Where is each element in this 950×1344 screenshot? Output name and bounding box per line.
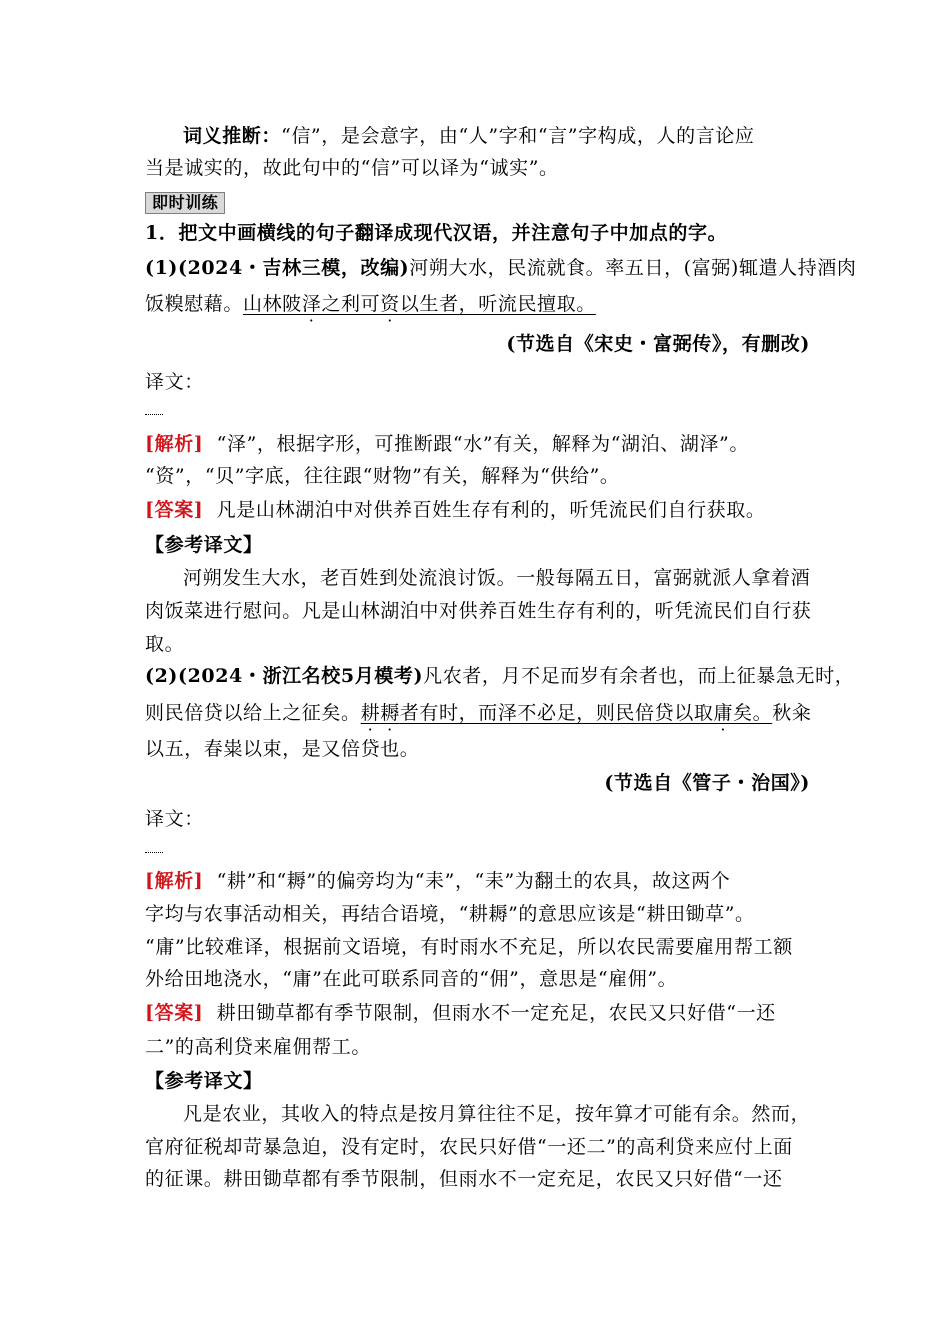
answer-blank-line-2[interactable] (145, 852, 163, 853)
analysis-1-line-1 (145, 432, 810, 456)
answer-tag: [答案] (145, 499, 204, 521)
source-citation-2: (节选自《管子・治国》) (604, 772, 810, 794)
analysis-text: “耕”和“耨”的偏旁均为“耒”，“耒”为翻土的农具，故这两个 (216, 870, 731, 892)
sub-question-1-plain: 饭糗慰藉。 (145, 293, 244, 315)
answer-2-line-2: 二”的高利贷来雇佣帮工。 (145, 1036, 371, 1058)
answer-blank-line-1[interactable] (145, 414, 163, 415)
underlined-part: 山林陂 (243, 293, 302, 315)
answer-tag: [答案] (145, 1002, 204, 1024)
answer-text: 凡是山林湖泊中对供养百姓生存有利的，听凭流民们自行获取。 (216, 499, 766, 521)
reference-translation-heading-1: 【参考译文】 (145, 534, 263, 556)
intro-label: 词义推断： (183, 125, 282, 147)
sub-question-1-line-2 (145, 292, 810, 316)
analysis-tag: [解析] (145, 433, 204, 455)
sub-question-2-line-1 (145, 664, 855, 688)
sub-question-2-plain: 秋籴 (772, 702, 812, 724)
sub-question-2-line-2 (145, 701, 810, 725)
answer-2-line-1 (145, 1001, 810, 1025)
sub-question-1-line-1 (145, 256, 857, 280)
analysis-2-line-1 (145, 869, 810, 893)
reference-1-line-2: 肉饭菜进行慰问。凡是山林湖泊中对供养百姓生存有利的，听凭流民们自行获 (145, 600, 812, 622)
analysis-2-line-4: 外给田地浇水，“庸”在此可联系同音的“佣”，意思是“雇佣”。 (145, 968, 678, 990)
reference-2-line-2: 官府征税却苛暴急迫，没有定时，农民只好借“一还二”的高利贷来应付上面 (145, 1136, 793, 1158)
analysis-2-line-2: 字均与农事活动相关，再结合语境，“耕耨”的意思应该是“耕田锄草”。 (145, 903, 755, 925)
underlined-part: 矣。 (733, 702, 773, 724)
training-badge-row (145, 190, 810, 214)
reference-translation-heading-2: 【参考译文】 (145, 1070, 263, 1092)
underlined-part: 者有时，而泽不必足，则民倍贷以取 (399, 702, 714, 724)
dotted-char-nou: 耨 (380, 702, 400, 724)
analysis-text: “泽”，根据字形，可推断跟“水”有关，解释为“湖泊、湖泽”。 (216, 433, 749, 455)
underlined-sentence-1 (243, 293, 596, 315)
dotted-char-geng: 耕 (360, 702, 381, 724)
sub-question-2-source: (2)(2024・浙江名校5月模考) (145, 665, 424, 687)
source-citation-1: (节选自《宋史・富弼传》，有删改) (506, 333, 810, 355)
question-1-heading: 1．把文中画横线的句子翻译成现代汉语，并注意句子中加点的字。 (145, 222, 728, 244)
dotted-char-yong: 庸 (713, 702, 734, 724)
dotted-char-zi: 资 (380, 293, 400, 315)
translation-label-1: 译文： (145, 371, 204, 393)
answer-1 (145, 498, 810, 522)
sub-question-2-line-3: 以五，春粜以束，是又倍贷也。 (145, 738, 420, 760)
sub-question-2-text: 凡农者，月不足而岁有余者也，而上征暴急无时， (423, 665, 855, 687)
underlined-sentence-2 (361, 702, 773, 724)
sub-question-1-source: (1)(2024・吉林三模，改编) (145, 257, 410, 279)
sub-question-2-plain: 则民倍贷以给上之征矣。 (145, 702, 361, 724)
reference-1-line-3: 取。 (145, 633, 185, 655)
underlined-part: 之利可 (321, 293, 381, 315)
analysis-1-line-2: “资”，“贝”字底，往往跟“财物”有关，解释为“供给”。 (145, 465, 620, 487)
intro-line-2: 当是诚实的，故此句中的“信”可以译为“诚实”。 (145, 157, 559, 179)
dotted-char-ze: 泽 (301, 293, 322, 315)
translation-label-2: 译文： (145, 808, 204, 830)
intro-line-1 (145, 124, 810, 148)
analysis-2-line-3: “庸”比较难译，根据前文语境，有时雨水不充足，所以农民需要雇用帮工额 (145, 936, 793, 958)
analysis-tag: [解析] (145, 870, 204, 892)
answer-text: 耕田锄草都有季节限制，但雨水不一定充足，农民又只好借“一还 (216, 1002, 776, 1024)
underlined-part: 以生者，听流民擅取。 (399, 293, 596, 315)
reference-1-line-1: 河朔发生大水，老百姓到处流浪讨饭。一般每隔五日，富弼就派人拿着酒 (183, 567, 811, 589)
reference-2-line-3: 的征课。耕田锄草都有季节限制，但雨水不一定充足，农民又只好借“一还 (145, 1168, 783, 1190)
sub-question-1-text: 河朔大水，民流就食。率五日，(富弼)辄遣人持酒肉 (409, 257, 857, 279)
training-badge: 即时训练 (145, 192, 225, 214)
reference-2-line-1: 凡是农业，其收入的特点是按月算往往不足，按年算才可能有余。然而， (183, 1103, 811, 1125)
intro-text: “信”，是会意字，由“人”字和“言”字构成，人的言论应 (281, 125, 755, 147)
